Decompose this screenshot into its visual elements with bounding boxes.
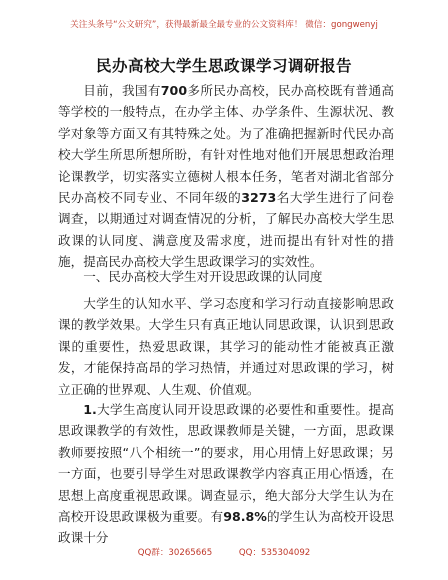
section-heading: 一、民办高校大学生对开设思政课的认同度 <box>83 269 323 284</box>
point-1-paragraph <box>58 399 394 549</box>
intro-text-continued: 名大学生进行了问卷调查，以期通过对调查情况的分析，了解民办高校大学生思政课的认同度、满意度及需求度，进而提出有针对性的措施，提高民办高校大学生思政课学习的实效性。 <box>58 190 395 270</box>
intro-paragraph <box>58 80 394 273</box>
document-title: 民办高校大学生思政课学习调研报告 <box>95 57 352 75</box>
survey-count: 3273 <box>241 190 277 206</box>
point-1-text-after: 的学生认为高校开设思政课十分 <box>58 509 395 546</box>
point-1-number: 1. <box>83 402 97 417</box>
section-paragraph: 大学生的认知水平、学习态度和学习行动直接影响思政课的教学效果。大学生只有真正地认同思政课，认识到思政课的重要性，热爱思政课，其学习的能动性才能被真正激发，才能保持高昂的学习热情，并通过对思政课的学习，树立正确的世界观、人生观、价值观。 <box>58 296 394 397</box>
footer-qq-group: QQ群：30265665 <box>137 548 213 558</box>
header-banner: 关注头条号“公文研究”，获得最新最全最专业的公文资料库！ 微信：gongwenyj <box>70 20 378 30</box>
footer-contact <box>0 546 448 558</box>
intro-text-after: 多所民办高校，民办高校既有普通高等学校的一般特点，在办学主体、办学条件、生源状况、教学对象等方面又有其特殊之处。为了准确把握新时代民办高校大学生所思所想所盼，有针对性地对他们开展思想政治理论课教学，切实落实立德树人根本任务，笔者对湖北省部分民办高校不同专业、不同年级的 <box>58 83 395 206</box>
footer-qq: QQ：535304092 <box>238 548 311 558</box>
intro-text-before: 目前，我国有 <box>83 83 161 98</box>
point-1-text: 大学生高度认同开设思政课的必要性和重要性。提高思政课教学的有效性，思政课教师是关键，一方面，思政课教师要按照“八个相统一”的要求，用心用情上好思政课；另一方面，也要引导学生对思政课教学内容真正用心悟透，在思想上高度重视思政课。调查显示，绝大部分大学生认为在高校开设思政课极为重要。有 <box>58 402 394 525</box>
intro-number: 700 <box>160 83 188 98</box>
point-1-percent: 98.8% <box>223 509 267 525</box>
